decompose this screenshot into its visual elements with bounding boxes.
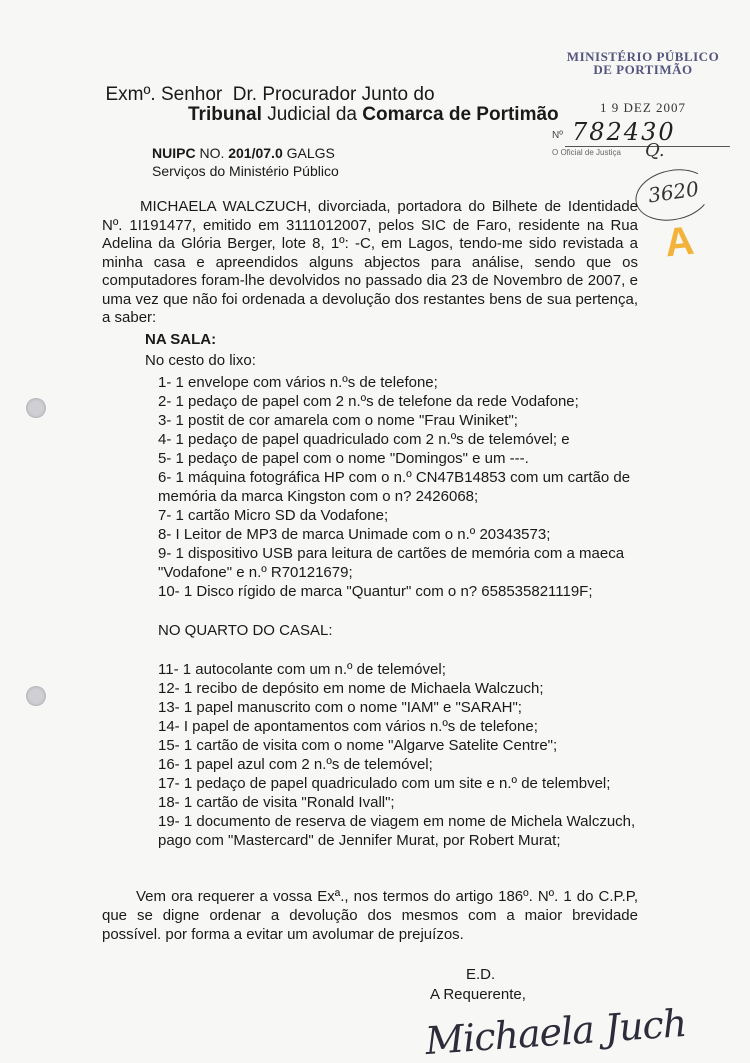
list-item: 3- 1 postit de cor amarela com o nome "Frau Winiket"; [158,412,518,429]
list-item: 14- I papel de apontamentos com vários n.ºs de telefone; [158,718,538,735]
list-item: 19- 1 documento de reserva de viagem em nome de Michela Walczuch, pago com "Mastercard" de Jennifer Murat, por Robert Murat; [158,813,636,849]
body-paragraph: MICHAELA WALCZUCH, divorciada, portadora do Bilhete de Identidade Nº. 1I191477, emitido em 3111012007, pelos SIC de Faro, residente na Rua Adelina da Glória Berger, lote 8, 1º: -C, em Lagos, tendo-me sido revistada a minha casa e apreendidos alguns abjectos para análise, sendo que os computadores foram-lhe devolvidos no passado dia 23 de Novembro de 2007, e uma vez que não foi ordenada a devolução dos restantes bens de sua pertença, a saber: [102,198,638,326]
stamp-officer-label: O Oficial de Justiça [552,148,621,157]
list-item: 11- 1 autocolante com um n.º de telemóvel; [158,661,446,678]
list-item: 16- 1 papel azul com 2 n.ºs de telemóvel; [158,756,433,773]
list-item: 9- 1 dispositivo USB para leitura de cartões de memória com a maeca "Vodafone" e n.º R70121679; [158,545,625,581]
punch-hole-bottom [26,686,46,706]
addressee-line-1: Exmº. Senhor Dr. Procurador Junto do [105,84,435,105]
signoff-requerente: A Requerente, [430,986,526,1003]
stamp-date: 1 9 DEZ 2007 [600,100,687,115]
list-item: 2- 1 pedaço de papel com 2 n.ºs de telefone da rede Vodafone; [158,393,579,410]
list-item: 17- 1 pedaço de papel quadriculado com um site e n.º de telembvel; [158,775,611,792]
addressee-line-2: Tribunal Judicial da Comarca de Portimão [188,104,559,125]
list-item: 18- 1 cartão de visita "Ronald Ivall"; [158,794,395,811]
section-heading-quarto: NO QUARTO DO CASAL: [158,622,333,639]
list-item: 7- 1 cartão Micro SD da Vodafone; [158,507,389,524]
subsection-heading-cesto: No cesto do lixo: [145,352,256,369]
list-item: 6- 1 máquina fotográfica HP com o n.º CN47B14853 com um cartão de memória da marca Kingston com o n? 2426068; [158,469,631,505]
handwritten-signature: Michaela Juch [423,1000,688,1063]
list-item: 5- 1 pedaço de papel com o nome "Domingos" e um ---. [158,450,529,467]
list-item: 1- 1 envelope com vários n.ºs de telefone; [158,374,438,391]
handwritten-letter-mark: A [662,218,697,266]
list-item: 8- I Leitor de MP3 de marca Unimade com o n.º 20343573; [158,526,551,543]
items-list-quarto [158,660,640,850]
section-heading-sala: NA SALA: [145,331,217,348]
list-item: 13- 1 papel manuscrito com o nome "IAM" e "SARAH"; [158,699,522,716]
handwritten-reference-number: 3620 [646,176,701,208]
case-reference: NUIPC NO. 201/07.0 GALGS Serviços do Ministério Público [152,145,339,179]
items-list-sala [158,373,640,601]
service-name: Serviços do Ministério Público [152,163,339,179]
stamp-officer-initial: Q. [645,140,665,161]
list-item: 15- 1 cartão de visita com o nome "Algarve Satelite Centre"; [158,737,558,754]
list-item: 12- 1 recibo de depósito em nome de Michaela Walczuch; [158,680,544,697]
stamp-number: 782430 [572,118,676,146]
punch-hole-top [26,398,46,418]
closing-paragraph: Vem ora requerer a vossa Exª., nos termos do artigo 186º. Nº. 1 do C.P.P, que se digne ordenar a devolução dos mesmos com a maior brevidade possível. por forma a evitar um avolumar de prejuízos. [102,888,638,943]
stamp-organization: MINISTÉRIO PÚBLICO DE PORTIMÃO [566,49,720,77]
stamp-number-label: Nº [552,130,563,141]
signoff-ed: E.D. [466,966,496,983]
list-item: 10- 1 Disco rígido de marca "Quantur" com o n? 658535821119F; [158,583,593,600]
list-item: 4- 1 pedaço de papel quadriculado com 2 n.ºs de telemóvel; e [158,431,570,448]
